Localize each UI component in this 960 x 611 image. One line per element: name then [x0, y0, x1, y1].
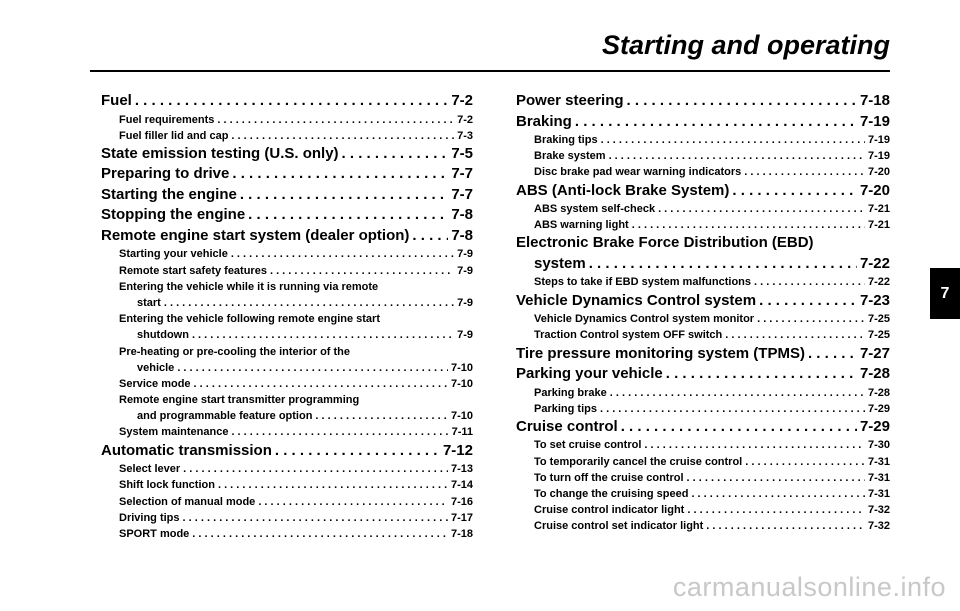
toc-entry[interactable]: [516, 201, 890, 217]
toc-entry-page: 7-8: [451, 206, 473, 224]
toc-entry-page: 7-19: [867, 134, 890, 146]
toc-leader-dots: [610, 385, 865, 401]
toc-entry-page: 7-19: [867, 150, 890, 163]
toc-entry-page: 7-14: [450, 479, 473, 492]
toc-entry[interactable]: [101, 144, 473, 165]
toc-entry-page: 7-32: [867, 520, 890, 533]
toc-leader-dots: [725, 327, 865, 343]
toc-entry-title: State emission testing (U.S. only): [101, 144, 339, 162]
toc-entry-title: Shift lock function: [119, 479, 215, 492]
toc-leader-dots: [231, 246, 454, 262]
toc-entry-page: 7-17: [450, 511, 473, 524]
toc-entry-page: 7-25: [867, 313, 890, 326]
toc-entry[interactable]: [516, 385, 890, 401]
toc-entry-page: 7-31: [867, 455, 890, 468]
toc-leader-dots: [192, 327, 454, 343]
toc-entry-lead: Entering the vehicle following remote engine start: [119, 313, 380, 326]
toc-leader-dots: [275, 441, 440, 462]
toc-entry-title: To turn off the cruise control: [534, 471, 684, 484]
toc-entry-page: 7-22: [859, 254, 890, 272]
toc-entry-title: Automatic transmission: [101, 441, 272, 459]
toc-entry-title: Vehicle Dynamics Control system: [516, 291, 757, 309]
toc-entry-title: To temporarily cancel the cruise control: [534, 455, 743, 468]
toc-entry-title: vehicle: [137, 361, 175, 374]
toc-leader-dots: [258, 494, 448, 510]
toc-leader-dots: [706, 518, 865, 534]
toc-entry-page: 7-16: [450, 495, 473, 508]
toc-entry-page: 7-21: [867, 219, 890, 232]
toc-entry-title: Traction Control system OFF switch: [534, 329, 723, 342]
toc-entry-title: Cruise control indicator light: [534, 504, 685, 517]
toc-entry[interactable]: [516, 91, 890, 112]
toc-leader-dots: [412, 226, 448, 247]
toc-entry[interactable]: [516, 181, 890, 202]
toc-leader-dots: [732, 181, 857, 202]
toc-entry[interactable]: [516, 454, 890, 470]
toc-leader-dots: [691, 486, 865, 502]
toc-entry-page: 7-28: [859, 365, 890, 382]
toc-entry-page: 7-12: [442, 441, 473, 459]
toc-entry-title: To change the cruising speed: [534, 487, 689, 500]
toc-entry-title: Starting your vehicle: [119, 248, 228, 261]
toc-entry-title: Fuel filler lid and cap: [119, 129, 229, 142]
toc-entry[interactable]: [516, 364, 890, 385]
toc-entry-page: 7-19: [859, 112, 890, 130]
toc-entry[interactable]: [516, 112, 890, 133]
toc-entry[interactable]: [516, 148, 890, 164]
toc-entry-page: 7-9: [457, 248, 473, 261]
toc-leader-dots: [644, 437, 865, 453]
toc-entry[interactable]: [101, 112, 473, 128]
toc-entry-page: 7-2: [451, 92, 473, 109]
page-title: Starting and operating: [601, 30, 890, 60]
toc-entry-page: 7-5: [451, 144, 473, 162]
toc-entry-title: Brake system: [534, 150, 606, 163]
toc-entry[interactable]: [516, 518, 890, 534]
toc-leader-dots: [232, 164, 448, 185]
toc-entry-page: 7-21: [867, 203, 890, 216]
toc-entry-lead: Electronic Brake Force Distribution (EBD): [516, 234, 814, 252]
toc-entry[interactable]: [516, 217, 890, 233]
toc-leader-dots: [687, 502, 865, 518]
toc-entry-page: 7-28: [867, 386, 890, 399]
toc-entry-lead: Remote engine start transmitter programming: [119, 394, 360, 407]
toc-entry-title: Cruise control: [516, 417, 618, 435]
toc-entry-page: 7-2: [457, 113, 473, 126]
toc-entry-title: Starting the engine: [101, 185, 237, 203]
toc-entry-title: system: [534, 254, 586, 272]
toc-entry[interactable]: [101, 408, 473, 424]
toc-entry-page: 7-10: [450, 377, 473, 390]
toc-entry[interactable]: [516, 327, 890, 343]
toc-entry-title: Braking: [516, 112, 572, 130]
toc-leader-dots: [759, 291, 857, 312]
toc-leader-dots: [621, 417, 857, 438]
toc-entry[interactable]: [516, 344, 890, 365]
toc-entry[interactable]: [516, 254, 890, 275]
toc-right-column: [516, 91, 890, 535]
toc-entry-title: Tire pressure monitoring system (TPMS): [516, 344, 805, 362]
toc-leader-dots: [744, 164, 865, 180]
toc-entry[interactable]: [516, 401, 890, 417]
toc-entry[interactable]: [101, 526, 473, 542]
toc-leader-dots: [632, 217, 865, 233]
toc-entry-page: 7-3: [457, 129, 473, 142]
toc-entry-page: 7-7: [451, 165, 473, 183]
toc-leader-dots: [687, 470, 865, 486]
toc-leader-dots: [183, 461, 448, 477]
toc-entry-page: 7-32: [867, 504, 890, 517]
toc-entry-title: Selection of manual mode: [119, 495, 256, 508]
toc-entry[interactable]: [101, 360, 473, 376]
toc-entry-page: 7-27: [859, 344, 890, 362]
toc-entry-title: Power steering: [516, 92, 624, 109]
toc-entry[interactable]: [101, 441, 473, 462]
toc-leader-dots: [601, 132, 865, 148]
toc-entry[interactable]: [516, 502, 890, 518]
toc-entry[interactable]: [516, 132, 890, 148]
toc-entry[interactable]: [516, 311, 890, 327]
section-tab[interactable]: 7: [930, 268, 960, 319]
toc-entry-page: 7-9: [457, 329, 473, 342]
toc-entry[interactable]: [516, 164, 890, 180]
toc-entry-title: System maintenance: [119, 426, 229, 439]
toc-entry-title: Steps to take if EBD system malfunctions: [534, 276, 751, 289]
toc-entry-page: 7-30: [867, 439, 890, 452]
toc-entry-title: Driving tips: [119, 511, 180, 524]
toc-entry-page: 7-18: [450, 527, 473, 540]
toc-entry[interactable]: [516, 291, 890, 312]
toc-leader-dots: [754, 274, 865, 290]
toc-leader-dots: [666, 364, 857, 385]
toc-entry-title: Vehicle Dynamics Control system monitor: [534, 313, 755, 326]
toc-entry[interactable]: [101, 477, 473, 493]
toc-entry[interactable]: [101, 246, 473, 262]
toc-entry-title: Fuel: [101, 92, 132, 109]
toc-entry-title: Parking your vehicle: [516, 365, 663, 382]
toc-leader-dots: [575, 112, 857, 133]
toc-leader-dots: [315, 408, 448, 424]
toc-entry[interactable]: [516, 417, 890, 438]
toc-entry-page: 7-20: [859, 181, 890, 199]
toc-entry-title: Remote start safety features: [119, 264, 267, 277]
toc-leader-dots: [194, 376, 448, 392]
toc-entry-page: 7-7: [451, 185, 473, 203]
toc-entry-page: 7-11: [451, 426, 473, 439]
toc-entry[interactable]: [101, 510, 473, 526]
toc-entry-title: Preparing to drive: [101, 165, 230, 183]
toc-entry[interactable]: [101, 91, 473, 112]
toc-entry-title: and programmable feature option: [137, 410, 313, 423]
toc-leader-dots: [177, 360, 448, 376]
toc-entry-lead: Entering the vehicle while it is running via remote: [119, 280, 379, 293]
toc-leader-dots: [808, 344, 857, 365]
toc-entry-page: 7-31: [867, 471, 890, 484]
toc-leader-dots: [658, 201, 865, 217]
watermark-text: carmanualsonline.info: [672, 572, 946, 602]
toc-entry[interactable]: [516, 437, 890, 453]
toc-entry-page: 7-29: [867, 402, 890, 415]
toc-entry[interactable]: [101, 424, 473, 440]
toc-leader-dots: [164, 295, 454, 311]
toc-entry[interactable]: [101, 226, 473, 247]
toc-entry[interactable]: [101, 128, 473, 144]
toc-entry-title: To set cruise control: [534, 439, 642, 452]
toc-entry-page: 7-29: [859, 417, 890, 435]
toc-entry-title: SPORT mode: [119, 527, 190, 540]
toc-entry-page: 7-9: [457, 296, 473, 309]
toc-leader-dots: [183, 510, 448, 526]
toc-entry-page: 7-13: [450, 463, 473, 476]
toc-entry[interactable]: [101, 494, 473, 510]
toc-entry-title: Stopping the engine: [101, 206, 246, 224]
toc-entry-page: 7-23: [859, 291, 890, 309]
toc-leader-dots: [231, 424, 448, 440]
toc-entry-title: ABS system self-check: [534, 203, 656, 216]
toc-entry-title: Parking brake: [534, 386, 607, 399]
toc-leader-dots: [609, 148, 865, 164]
toc-leader-dots: [248, 205, 448, 226]
toc-leader-dots: [270, 263, 454, 279]
toc-entry-title: start: [137, 296, 161, 309]
toc-entry[interactable]: [516, 486, 890, 502]
toc-entry-page: 7-20: [867, 166, 890, 179]
toc-entry[interactable]: [101, 164, 473, 185]
toc-entry[interactable]: [101, 263, 473, 279]
toc-entry-title: Service mode: [119, 377, 191, 390]
toc-entry-page: 7-22: [867, 276, 890, 289]
toc-leader-dots: [231, 128, 454, 144]
toc-leader-dots: [600, 401, 865, 417]
toc-entry-title: Select lever: [119, 463, 181, 476]
toc-entry[interactable]: [101, 205, 473, 226]
toc-entry-page: 7-31: [867, 487, 890, 500]
toc-entry[interactable]: [101, 327, 473, 343]
toc-entry-page: 7-8: [451, 226, 473, 244]
header-divider: [90, 70, 890, 72]
toc-entry-lead: Pre-heating or pre-cooling the interior of the: [119, 345, 351, 358]
toc-entry-title: Parking tips: [534, 402, 597, 415]
toc-entry-title: Remote engine start system (dealer option): [101, 226, 410, 244]
toc-leader-dots: [342, 144, 449, 165]
toc-leader-dots: [627, 91, 857, 112]
toc-entry[interactable]: [516, 470, 890, 486]
toc-entry[interactable]: [101, 185, 473, 206]
toc-entry-page: 7-10: [450, 361, 473, 374]
toc-entry-title: Cruise control set indicator light: [534, 520, 704, 533]
toc-leader-dots: [589, 254, 857, 275]
toc-leader-dots: [218, 477, 448, 493]
toc-entry-page: 7-10: [450, 410, 473, 423]
toc-entry[interactable]: [101, 376, 473, 392]
toc-entry-title: ABS (Anti-lock Brake System): [516, 181, 730, 199]
toc-left-column: [101, 91, 473, 542]
toc-entry[interactable]: [101, 461, 473, 477]
toc-leader-dots: [757, 311, 865, 327]
toc-entry-page: 7-25: [867, 329, 890, 342]
toc-leader-dots: [240, 185, 448, 206]
toc-leader-dots: [192, 526, 448, 542]
toc-entry-title: Braking tips: [534, 134, 598, 146]
toc-entry[interactable]: [516, 274, 890, 290]
toc-entry-title: ABS warning light: [534, 219, 629, 232]
toc-leader-dots: [135, 91, 448, 112]
toc-entry-title: Disc brake pad wear warning indicators: [534, 166, 742, 179]
toc-leader-dots: [745, 454, 865, 470]
toc-leader-dots: [217, 112, 454, 128]
toc-entry[interactable]: [101, 295, 473, 311]
toc-entry-title: shutdown: [137, 329, 189, 342]
toc-entry-page: 7-9: [457, 264, 473, 277]
toc-entry-title: Fuel requirements: [119, 113, 215, 126]
toc-entry-page: 7-18: [859, 92, 890, 109]
